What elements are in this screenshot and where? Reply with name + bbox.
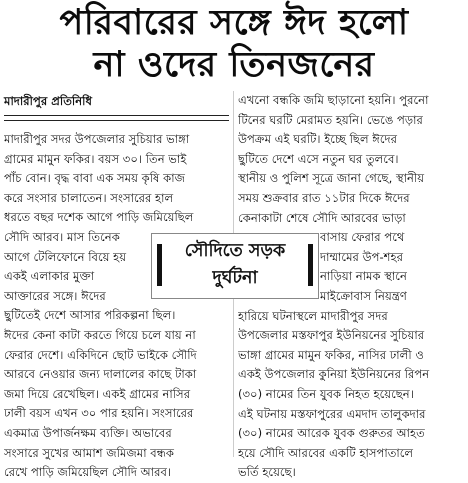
article-line: ছুটিতে দেশে এসে নতুন ঘর তুলবে। <box>238 151 399 166</box>
article-line: ভাঙ্গা গ্রামের মামুন ফকির, নাসির ঢালী ও <box>238 347 424 362</box>
article-line: একই এলাকার মুক্তা <box>4 269 95 284</box>
article-line: আরবে নেওয়ার জন্য দালালের কাছে টাকা <box>4 367 197 382</box>
article-column-left <box>4 130 229 483</box>
subhead-line-2: দুর্ঘটনা <box>212 268 258 288</box>
headline-line-2: না ওদের তিনজনের <box>93 45 375 85</box>
subhead-line-1: সৌদিতে সড়ক <box>184 241 286 261</box>
article-line: এখনো বন্ধকি জমি ছাড়ানো হয়নি। পুরনো <box>238 93 429 107</box>
article-line: জমা দিয়ে রেখেছিল। একই গ্রামের নাসির <box>4 386 191 401</box>
article-line: হারিয়ে ঘটনাস্থলে মাদারীপুর সদর <box>238 308 388 323</box>
article-line: ভর্তি হয়েছে। <box>238 465 296 480</box>
article-line: আগে টেলিফোনে বিয়ে হয় <box>4 249 127 264</box>
article-line: টিনের ঘরটি মেরামত হয়নি। ভেঙে পড়ার <box>238 112 423 127</box>
article-line: একমাত্র উপার্জনক্ষম ব্যক্তি। অভাবের <box>4 425 172 440</box>
article-line: ঢালী বয়স এখন ৩০ পার হয়নি। সংসারের <box>4 406 194 421</box>
article-line: সৌদি আরব। মাস তিনেক <box>4 229 120 244</box>
byline: মাদারীপুর প্রতিনিধি <box>4 94 92 108</box>
article-line: মাইক্রোবাস নিয়ন্ত্রণ <box>320 288 407 303</box>
byline-rule-lower <box>4 120 229 121</box>
article-line: হয়ে সৌদি আরবের একটি হাসপাতালে <box>238 445 414 460</box>
article-line: মাদারীপুর সদর উপজেলার সুচিয়ার ভাঙ্গা <box>4 132 190 146</box>
article-line: ছুটিতেই দেশে আসার পরিকল্পনা ছিল। <box>4 308 176 323</box>
byline-rule <box>4 115 229 116</box>
article-line: কেনাকাটা শেষে সৌদি আরবের ভাড়া <box>238 210 406 225</box>
headline-line-1: পরিবারের সঙ্গে ঈদ হলো <box>59 3 409 43</box>
article-line: উপক্রম এই ঘরটি। ইচ্ছে ছিল ঈদের <box>238 132 397 147</box>
article-line: রেখে পাড়ি জমিয়েছিল সৌদি আরব। <box>4 465 172 480</box>
article-line: উপজেলার মস্তফাপুর ইউনিয়নের সুচিয়ার <box>238 328 425 343</box>
article-line: গ্রামের মামুন ফকির। বয়স ৩০। তিন ভাই <box>4 151 187 166</box>
article-line: স্থানীয় ও পুলিশ সূত্রে জানা গেছে, স্থানীয় <box>238 171 425 186</box>
article-line: (৩০) নামের তিন যুবক নিহত হয়েছেন। <box>238 386 414 401</box>
article-line: করে সংসার চালাতেন। সংসারের হাল <box>4 190 174 205</box>
article-line: ঈদের কেনা কাটা করতে গিয়ে চলে যায় না <box>4 327 196 342</box>
article-line: নাড়িয়া নামক স্থানে <box>320 269 407 284</box>
article-line: দাম্মামের উপ-শহর <box>320 249 403 264</box>
article-line: ধরতে বছর দশেক আগে পাড়ি জমিয়েছিল <box>4 210 194 225</box>
article-line: (৩০) নামের আরেক যুবক গুরুতর আহত <box>238 426 425 441</box>
article-line: আক্তারের সঙ্গে। ঈদের <box>4 288 106 303</box>
subhead-box <box>151 233 319 299</box>
article-line: এই ঘটনায় মস্তফাপুরের এমদাদ তালুকদার <box>238 406 426 421</box>
article-line: সময় শুক্রবার রাত ১১টার দিকে ঈদের <box>238 190 410 205</box>
article-line: পাঁচ বোন। বৃদ্ধ বাবা এক সময় কৃষি কাজ <box>4 171 185 186</box>
article-line: ফেরার দেশে। একিদিনে ছোট ভাইকে সৌদি <box>4 347 197 362</box>
article-line: সংসারে সুখের আমাশ জমিজমা বন্ধক <box>4 445 174 460</box>
article-line: বাসায় ফেরার পথে <box>320 230 405 245</box>
article-line: একই উপজেলার কুনিয়া ইউনিয়নের রিপন <box>238 367 430 382</box>
